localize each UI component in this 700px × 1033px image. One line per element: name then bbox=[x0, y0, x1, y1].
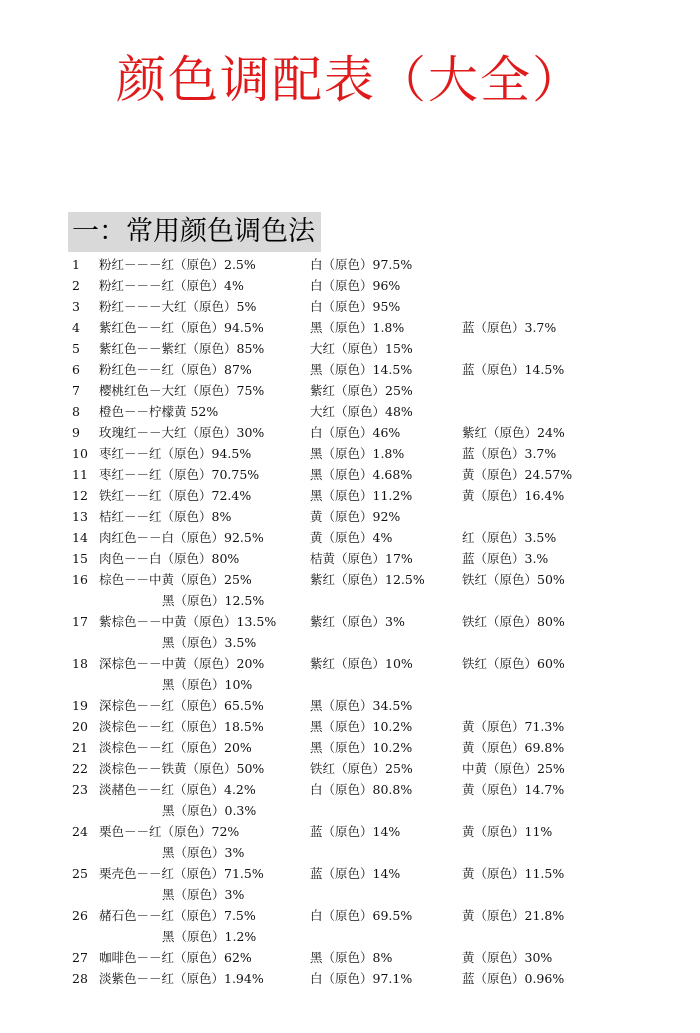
ingredient-1: 肉红色－－白（原色）92.5% bbox=[99, 530, 264, 545]
ingredient-1: 深棕色－－红（原色）65.5% bbox=[99, 698, 264, 713]
ingredient-3: 黄（原色）69.8% bbox=[462, 740, 565, 755]
table-row bbox=[0, 464, 700, 485]
ingredient-1: 紫棕色－－中黄（原色）13.5% bbox=[99, 614, 277, 629]
table-row-continuation bbox=[0, 842, 700, 863]
ingredient-2: 白（原色）97.5% bbox=[310, 257, 413, 272]
ingredient-1: 黑（原色）12.5% bbox=[162, 593, 265, 608]
row-number: 22 bbox=[72, 761, 88, 776]
ingredient-1: 黑（原色）1.2% bbox=[162, 929, 257, 944]
ingredient-2: 白（原色）46% bbox=[310, 425, 401, 440]
ingredient-1: 紫红色－－紫红（原色）85% bbox=[99, 341, 265, 356]
table-row bbox=[0, 737, 700, 758]
ingredient-2: 白（原色）96% bbox=[310, 278, 401, 293]
ingredient-3: 蓝（原色）14.5% bbox=[462, 362, 565, 377]
ingredient-2: 桔黄（原色）17% bbox=[310, 551, 413, 566]
row-number: 24 bbox=[72, 824, 88, 839]
ingredient-2: 蓝（原色）14% bbox=[310, 824, 401, 839]
ingredient-2: 紫红（原色）3% bbox=[310, 614, 405, 629]
row-number: 20 bbox=[72, 719, 88, 734]
ingredient-1: 咖啡色－－红（原色）62% bbox=[99, 950, 252, 965]
ingredient-3: 蓝（原色）0.96% bbox=[462, 971, 565, 986]
row-number: 28 bbox=[72, 971, 88, 986]
section-heading: 一：常用颜色调色法 bbox=[68, 212, 321, 252]
table-row bbox=[0, 968, 700, 989]
ingredient-1: 栗壳色－－红（原色）71.5% bbox=[99, 866, 264, 881]
row-number: 13 bbox=[72, 509, 88, 524]
ingredient-1: 黑（原色）3.5% bbox=[162, 635, 257, 650]
row-number: 19 bbox=[72, 698, 88, 713]
row-number: 27 bbox=[72, 950, 88, 965]
row-number: 21 bbox=[72, 740, 88, 755]
ingredient-1: 粉红－－－大红（原色）5% bbox=[99, 299, 257, 314]
ingredient-3: 铁红（原色）50% bbox=[462, 572, 565, 587]
ingredient-1: 深棕色－－中黄（原色）20% bbox=[99, 656, 265, 671]
table-row bbox=[0, 443, 700, 464]
table-row bbox=[0, 317, 700, 338]
ingredient-1: 黑（原色）3% bbox=[162, 887, 245, 902]
ingredient-2: 白（原色）80.8% bbox=[310, 782, 413, 797]
table-row bbox=[0, 716, 700, 737]
ingredient-2: 黑（原色）4.68% bbox=[310, 467, 413, 482]
table-row bbox=[0, 548, 700, 569]
table-row bbox=[0, 401, 700, 422]
table-row bbox=[0, 821, 700, 842]
ingredient-1: 淡棕色－－红（原色）20% bbox=[99, 740, 252, 755]
row-number: 18 bbox=[72, 656, 88, 671]
ingredient-3: 铁红（原色）60% bbox=[462, 656, 565, 671]
ingredient-3: 黄（原色）11.5% bbox=[462, 866, 565, 881]
ingredient-2: 黑（原色）11.2% bbox=[310, 488, 413, 503]
ingredient-2: 黑（原色）10.2% bbox=[310, 719, 413, 734]
ingredient-2: 紫红（原色）25% bbox=[310, 383, 413, 398]
row-number: 14 bbox=[72, 530, 88, 545]
row-number: 9 bbox=[72, 425, 80, 440]
ingredient-2: 大红（原色）48% bbox=[310, 404, 413, 419]
row-number: 1 bbox=[72, 257, 80, 272]
ingredient-3: 黄（原色）11% bbox=[462, 824, 553, 839]
ingredient-2: 黄（原色）92% bbox=[310, 509, 401, 524]
row-number: 23 bbox=[72, 782, 88, 797]
ingredient-1: 樱桃红色－大红（原色）75% bbox=[99, 383, 265, 398]
ingredient-3: 黄（原色）30% bbox=[462, 950, 553, 965]
table-row bbox=[0, 506, 700, 527]
page-title: 颜色调配表（大全） bbox=[116, 51, 584, 109]
row-number: 7 bbox=[72, 383, 80, 398]
table-row bbox=[0, 380, 700, 401]
ingredient-2: 白（原色）95% bbox=[310, 299, 401, 314]
ingredient-1: 肉色－－白（原色）80% bbox=[99, 551, 240, 566]
ingredient-1: 粉红－－－红（原色）4% bbox=[99, 278, 244, 293]
ingredient-1: 玫瑰红－－大红（原色）30% bbox=[99, 425, 265, 440]
row-number: 15 bbox=[72, 551, 88, 566]
ingredient-2: 白（原色）97.1% bbox=[310, 971, 413, 986]
table-row bbox=[0, 905, 700, 926]
ingredient-1: 黑（原色）3% bbox=[162, 845, 245, 860]
ingredient-3: 中黄（原色）25% bbox=[462, 761, 565, 776]
ingredient-1: 紫红色－－红（原色）94.5% bbox=[99, 320, 264, 335]
row-number: 16 bbox=[72, 572, 88, 587]
ingredient-1: 黑（原色）0.3% bbox=[162, 803, 257, 818]
ingredient-1: 淡紫色－－红（原色）1.94% bbox=[99, 971, 264, 986]
table-row bbox=[0, 779, 700, 800]
table-row bbox=[0, 359, 700, 380]
table-row bbox=[0, 485, 700, 506]
table-row bbox=[0, 653, 700, 674]
table-row bbox=[0, 275, 700, 296]
table-row-continuation bbox=[0, 674, 700, 695]
table-row-continuation bbox=[0, 884, 700, 905]
ingredient-1: 粉红色－－红（原色）87% bbox=[99, 362, 252, 377]
ingredient-2: 黑（原色）1.8% bbox=[310, 320, 405, 335]
table-row-continuation bbox=[0, 926, 700, 947]
ingredient-3: 蓝（原色）3.% bbox=[462, 551, 549, 566]
row-number: 11 bbox=[72, 467, 88, 482]
row-number: 4 bbox=[72, 320, 80, 335]
ingredient-1: 棕色－－中黄（原色）25% bbox=[99, 572, 252, 587]
ingredient-1: 桔红－－红（原色）8% bbox=[99, 509, 232, 524]
ingredient-3: 黄（原色）71.3% bbox=[462, 719, 565, 734]
row-number: 17 bbox=[72, 614, 88, 629]
row-number: 3 bbox=[72, 299, 80, 314]
ingredient-1: 赭石色－－红（原色）7.5% bbox=[99, 908, 256, 923]
ingredient-2: 紫红（原色）10% bbox=[310, 656, 413, 671]
table-row bbox=[0, 758, 700, 779]
ingredient-2: 紫红（原色）12.5% bbox=[310, 572, 425, 587]
row-number: 8 bbox=[72, 404, 80, 419]
ingredient-1: 淡棕色－－铁黄（原色）50% bbox=[99, 761, 265, 776]
ingredient-2: 黄（原色）4% bbox=[310, 530, 393, 545]
table-row-continuation bbox=[0, 800, 700, 821]
row-number: 26 bbox=[72, 908, 88, 923]
table-row bbox=[0, 863, 700, 884]
ingredient-1: 粉红－－－红（原色）2.5% bbox=[99, 257, 256, 272]
ingredient-1: 淡棕色－－红（原色）18.5% bbox=[99, 719, 264, 734]
ingredient-2: 黑（原色）14.5% bbox=[310, 362, 413, 377]
table-row bbox=[0, 254, 700, 275]
row-number: 10 bbox=[72, 446, 88, 461]
ingredient-3: 黄（原色）16.4% bbox=[462, 488, 565, 503]
ingredient-1: 铁红－－红（原色）72.4% bbox=[99, 488, 252, 503]
ingredient-1: 淡赭色－－红（原色）4.2% bbox=[99, 782, 256, 797]
ingredient-3: 蓝（原色）3.7% bbox=[462, 320, 557, 335]
row-number: 12 bbox=[72, 488, 88, 503]
table-row bbox=[0, 695, 700, 716]
ingredient-2: 蓝（原色）14% bbox=[310, 866, 401, 881]
row-number: 5 bbox=[72, 341, 80, 356]
ingredient-3: 黄（原色）14.7% bbox=[462, 782, 565, 797]
ingredient-2: 黑（原色）34.5% bbox=[310, 698, 413, 713]
ingredient-1: 栗色－－红（原色）72% bbox=[99, 824, 240, 839]
ingredient-3: 黄（原色）24.57% bbox=[462, 467, 573, 482]
table-row bbox=[0, 338, 700, 359]
table-row bbox=[0, 947, 700, 968]
table-row-continuation bbox=[0, 632, 700, 653]
ingredient-2: 黑（原色）1.8% bbox=[310, 446, 405, 461]
table-row bbox=[0, 611, 700, 632]
row-number: 6 bbox=[72, 362, 80, 377]
table-row bbox=[0, 422, 700, 443]
ingredient-1: 枣红－－红（原色）94.5% bbox=[99, 446, 252, 461]
ingredient-1: 黑（原色）10% bbox=[162, 677, 253, 692]
ingredient-3: 红（原色）3.5% bbox=[462, 530, 557, 545]
table-row-continuation bbox=[0, 590, 700, 611]
ingredient-2: 黑（原色）10.2% bbox=[310, 740, 413, 755]
ingredient-3: 铁红（原色）80% bbox=[462, 614, 565, 629]
ingredient-2: 白（原色）69.5% bbox=[310, 908, 413, 923]
ingredient-1: 枣红－－红（原色）70.75% bbox=[99, 467, 260, 482]
ingredient-2: 黑（原色）8% bbox=[310, 950, 393, 965]
color-mix-table bbox=[0, 254, 700, 989]
table-row bbox=[0, 569, 700, 590]
row-number: 25 bbox=[72, 866, 88, 881]
table-row bbox=[0, 527, 700, 548]
ingredient-3: 蓝（原色）3.7% bbox=[462, 446, 557, 461]
ingredient-1: 橙色－－柠檬黄 52% bbox=[99, 404, 219, 419]
ingredient-3: 紫红（原色）24% bbox=[462, 425, 565, 440]
ingredient-3: 黄（原色）21.8% bbox=[462, 908, 565, 923]
table-row bbox=[0, 296, 700, 317]
row-number: 2 bbox=[72, 278, 80, 293]
ingredient-2: 铁红（原色）25% bbox=[310, 761, 413, 776]
ingredient-2: 大红（原色）15% bbox=[310, 341, 413, 356]
